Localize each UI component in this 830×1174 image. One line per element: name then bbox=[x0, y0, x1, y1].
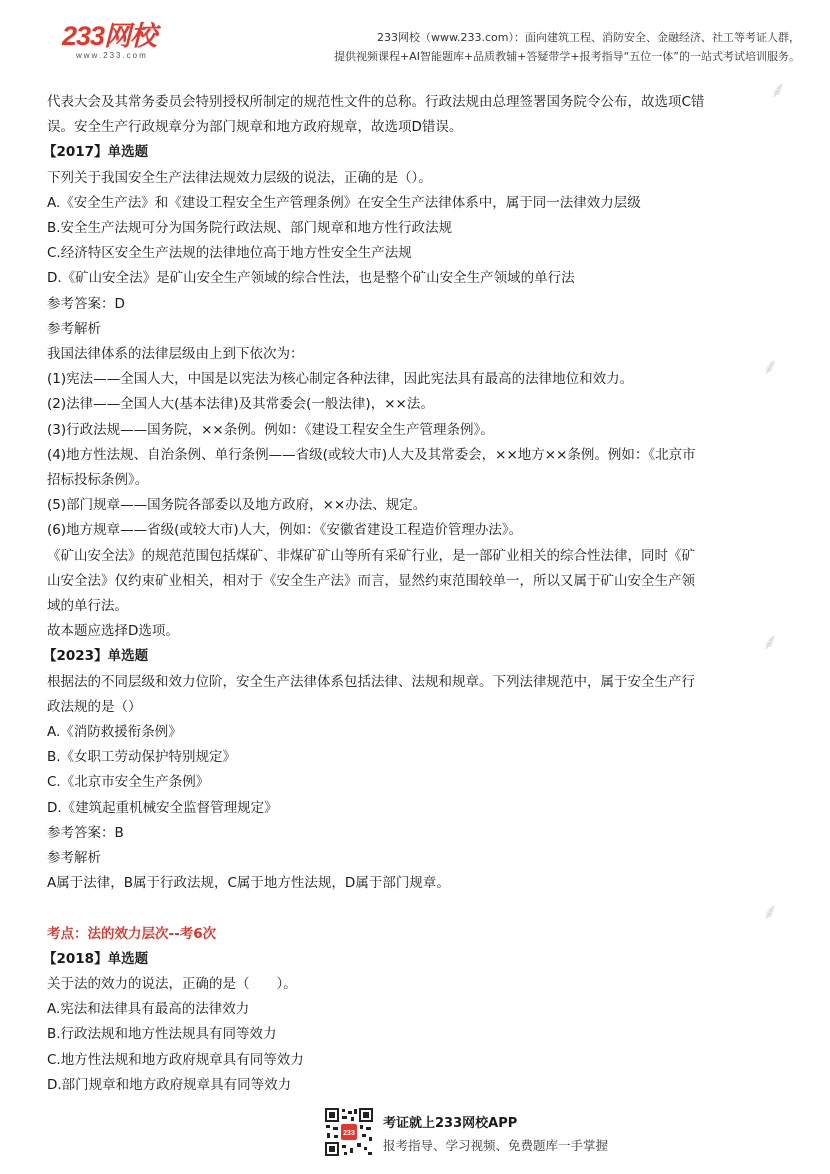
option-b: B.《女职工劳动保护特别规定》 bbox=[47, 749, 237, 766]
option-d: D.部门规章和地方政府规章具有同等效力 bbox=[47, 1076, 292, 1093]
option-b: B.行政法规和地方性法规具有同等效力 bbox=[47, 1026, 277, 1043]
option-d: D.《建筑起重机械安全监督管理规定》 bbox=[47, 799, 278, 816]
brand-logo[interactable] bbox=[62, 22, 156, 60]
section-title: 考点：法的效力层次--考6次 bbox=[47, 925, 217, 942]
footer-subtitle: 报考指导、学习视频、免费题库一手掌握 bbox=[383, 1138, 609, 1153]
analysis-line: 招标投标条例》。 bbox=[47, 472, 149, 489]
analysis-line: (6)地方规章——省级(或较大市)人大，例如：《安徽省建设工程造价管理办法》。 bbox=[47, 522, 523, 539]
logo-url: www.233.com bbox=[76, 51, 148, 60]
analysis-line: (2)法律——全国人大(基本法律)及其常委会(一般法律)，××法。 bbox=[47, 396, 434, 413]
page-header bbox=[0, 0, 830, 70]
analysis-line: (5)部门规章——国务院各部委以及地方政府，××办法、规定。 bbox=[47, 497, 427, 514]
question-stem: 下列关于我国安全生产法律法规效力层级的说法，正确的是（）。 bbox=[47, 169, 432, 186]
question-tag-2017: 【2017】单选题 bbox=[43, 144, 149, 161]
question-tag-2018: 【2018】单选题 bbox=[43, 950, 149, 967]
analysis-line: 山安全法》仅约束矿业相关，相对于《安全生产法》而言，显然约束范围较单一，所以又属于矿山安全生产领 bbox=[47, 572, 695, 589]
analysis-line: (1)宪法——全国人大，中国是以宪法为核心制定各种法律，因此宪法具有最高的法律地位和效力。 bbox=[47, 371, 634, 388]
watermark-icon: ⸙ bbox=[762, 355, 779, 380]
paragraph: 代表大会及其常务委员会特别授权所制定的规范性文件的总称。行政法规由总理签署国务院令公布，故选项C错 bbox=[47, 94, 705, 110]
page-footer bbox=[0, 1105, 830, 1174]
option-c: C.《北京市安全生产条例》 bbox=[47, 774, 210, 791]
question-stem: 根据法的不同层级和效力位阶，安全生产法律体系包括法律、法规和规章。下列法律规范中，属于安全生产行 bbox=[47, 673, 695, 690]
option-a: A.《消防救援衔条例》 bbox=[47, 724, 182, 741]
analysis-label: 参考解析 bbox=[47, 320, 101, 337]
analysis-line: (3)行政法规——国务院，××条例。例如：《建设工程安全生产管理条例》。 bbox=[47, 421, 494, 438]
qr-center-label: 233 bbox=[343, 1130, 355, 1137]
option-b: B.安全生产法规可分为国务院行政法规、部门规章和地方性行政法规 bbox=[47, 220, 453, 237]
question-stem: 关于法的效力的说法，正确的是（ ）。 bbox=[47, 975, 297, 992]
paragraph: 误。安全生产行政规章分为部门规章和地方政府规章，故选项D错误。 bbox=[47, 119, 463, 136]
analysis-line: 故本题应选择D选项。 bbox=[47, 623, 179, 640]
footer-text bbox=[383, 1113, 608, 1157]
logo-text: 233网校 bbox=[62, 21, 157, 51]
answer: 参考答案：B bbox=[47, 824, 124, 841]
analysis-line: 我国法律体系的法律层级由上到下依次为： bbox=[47, 346, 304, 363]
option-c: C.地方性法规和地方政府规章具有同等效力 bbox=[47, 1051, 304, 1068]
watermark-icon: ⸙ bbox=[770, 78, 787, 103]
question-stem: 政法规的是（） bbox=[47, 698, 142, 715]
analysis-line: A属于法律，B属于行政法规，C属于地方性法规，D属于部门规章。 bbox=[47, 875, 450, 892]
footer-title: 考证就上233网校APP bbox=[383, 1116, 518, 1131]
analysis-line: 域的单行法。 bbox=[47, 598, 128, 615]
answer: 参考答案：D bbox=[47, 295, 125, 312]
document-body bbox=[43, 90, 767, 1098]
option-a: A.《安全生产法》和《建设工程安全生产管理条例》在安全生产法律体系中，属于同一法律效力层级 bbox=[47, 194, 641, 211]
option-a: A.宪法和法律具有最高的法律效力 bbox=[47, 1001, 250, 1018]
header-tagline-line2: 提供视频课程+AI智能题库+品质教辅+答疑带学+报考指导“五位一体”的一站式考试培训服务。 bbox=[333, 50, 800, 63]
header-tagline-line1: 233网校（www.233.com）：面向建筑工程、消防安全、金融经济、社工等考证人群， bbox=[377, 31, 800, 44]
spacer bbox=[47, 897, 767, 922]
watermark-icon: ⸙ bbox=[762, 900, 779, 925]
question-tag-2023: 【2023】单选题 bbox=[43, 648, 149, 665]
qr-code-icon[interactable] bbox=[324, 1107, 374, 1157]
header-tagline bbox=[334, 28, 800, 66]
analysis-line: (4)地方性法规、自治条例、单行条例——省级(或较大市)人大及其常委会，××地方××条例。例如：《北京市 bbox=[47, 446, 696, 463]
option-d: D.《矿山安全法》是矿山安全生产领域的综合性法，也是整个矿山安全生产领域的单行法 bbox=[47, 270, 575, 287]
option-c: C.经济特区安全生产法规的法律地位高于地方性安全生产法规 bbox=[47, 245, 412, 262]
analysis-label: 参考解析 bbox=[47, 850, 101, 867]
watermark-icon: ⸙ bbox=[762, 630, 779, 655]
analysis-line: 《矿山安全法》的规范范围包括煤矿、非煤矿矿山等所有采矿行业，是一部矿业相关的综合性法律，同时《矿 bbox=[47, 547, 695, 564]
